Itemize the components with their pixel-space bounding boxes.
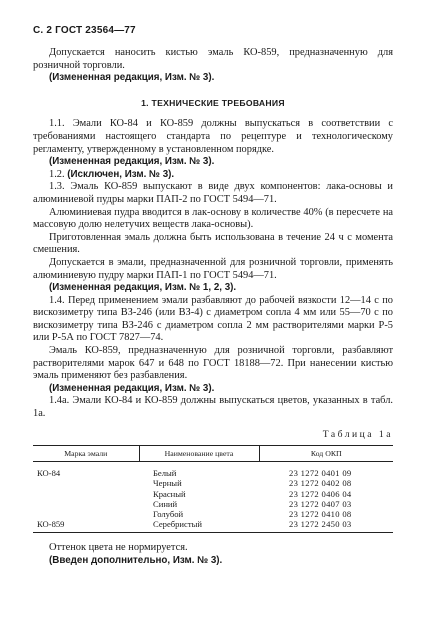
clause-1-4-text: 1.4. Перед применением эмали разбавляют до рабочей вязкости 12—14 с по вискозиметру типа ВЗ-246 (или ВЗ-4) с диаметром сопла 4 мм или 55—70 с по вискозиметру типа ВЗ-246 с диаметром сопла 2 мм растворителями марки Р-5 или Р-5А по ГОСТ 7827—74. bbox=[33, 294, 393, 344]
page-header: С. 2 ГОСТ 23564—77 bbox=[33, 25, 136, 36]
clause-1-4-note: (Измененная редакция, Изм. № 3). bbox=[49, 382, 215, 394]
clause-1-4-text2: Эмаль КО-859, предназначенную для розничной торговли, разбавляют растворителями марок 647 и 648 по ГОСТ 18188—72. При нанесении кистью эмаль применяют без разбавления. bbox=[33, 345, 393, 382]
document-body bbox=[33, 47, 393, 568]
cell-code: 23 1272 2450 03 bbox=[259, 519, 393, 533]
cell-mark: КО-859 bbox=[33, 519, 139, 533]
table-row bbox=[33, 478, 393, 488]
cell-color: Голубой bbox=[153, 509, 184, 520]
clause-1-2 bbox=[33, 169, 393, 182]
clause-1-3-text3: Приготовленная эмаль должна быть использована в течение 24 ч с момента смешения. bbox=[33, 231, 393, 256]
table-row bbox=[33, 509, 393, 519]
cell-color: Серебристый bbox=[139, 519, 259, 533]
cell-code: 23 1272 0402 08 bbox=[289, 478, 352, 489]
intro-note: (Измененная редакция, Изм. № 3). bbox=[49, 72, 215, 84]
cell-mark: КО-84 bbox=[37, 468, 61, 479]
cell-color: Черный bbox=[153, 478, 182, 489]
footer-note: (Введен дополнительно, Изм. № 3). bbox=[49, 555, 223, 567]
clause-1-3-note: (Измененная редакция, Изм. № 1, 2, 3). bbox=[49, 282, 237, 294]
cell-color: Синий bbox=[153, 498, 178, 509]
cell-code: 23 1272 0401 09 bbox=[289, 468, 352, 479]
cell-mark bbox=[33, 489, 139, 499]
table-row bbox=[33, 489, 393, 499]
clause-1-4a-text: 1.4а. Эмали КО-84 и КО-859 должны выпускаться цветов, указанных в табл. 1а. bbox=[33, 395, 393, 420]
color-codes-table bbox=[33, 445, 393, 533]
table-row bbox=[33, 462, 393, 479]
clause-1-1-note: (Измененная редакция, Изм. № 3). bbox=[49, 156, 215, 168]
cell-color: Белый bbox=[153, 468, 177, 479]
cell-mark bbox=[33, 509, 139, 519]
cell-code: 23 1272 0406 04 bbox=[289, 488, 352, 499]
table-row bbox=[33, 499, 393, 509]
header-code: Код ОКП bbox=[259, 446, 393, 462]
cell-color: Красный bbox=[153, 488, 186, 499]
cell-code: 23 1272 0410 08 bbox=[289, 509, 352, 520]
clause-1-3-text: 1.3. Эмаль КО-859 выпускают в виде двух компонентов: лака-основы и алюминиевой пудры марки ПАП-2 по ГОСТ 5494—71. bbox=[33, 181, 393, 205]
footer-text: Оттенок цвета не нормируется. bbox=[49, 542, 188, 554]
cell-code: 23 1272 0407 03 bbox=[289, 498, 352, 509]
section-title: 1. ТЕХНИЧЕСКИЕ ТРЕБОВАНИЯ bbox=[141, 97, 285, 108]
clause-1-1-text: 1.1. Эмали КО-84 и КО-859 должны выпускаться в соответствии с требованиями настоящего стандарта по рецептуре и технологическому регламенту, утвержденному в установленном порядке. bbox=[33, 118, 393, 155]
clause-1-3-text2: Алюминиевая пудра вводится в лак-основу в количестве 40% (в пересчете на массовую долю нелетучих веществ лака-основы). bbox=[33, 206, 393, 231]
header-color: Наименование цвета bbox=[139, 446, 259, 462]
clause-1-3-text4: Допускается в эмали, предназначенной для розничной торговли, применять алюминиевую пудру марки ПАП-1 по ГОСТ 5494—71. bbox=[33, 256, 393, 281]
cell-mark bbox=[33, 478, 139, 488]
header-mark: Марка эмали bbox=[33, 446, 139, 462]
clause-1-2-note: (Исключен, Изм. № 3). bbox=[67, 168, 175, 180]
clause-1-2-number: 1.2. bbox=[49, 168, 65, 180]
table-caption: Таблица 1а bbox=[322, 428, 393, 440]
table-header-row bbox=[33, 446, 393, 462]
table-row bbox=[33, 519, 393, 533]
intro-text: Допускается наносить кистью эмаль КО-859, предназначенную для розничной торговли. bbox=[33, 47, 393, 71]
cell-mark bbox=[33, 499, 139, 509]
